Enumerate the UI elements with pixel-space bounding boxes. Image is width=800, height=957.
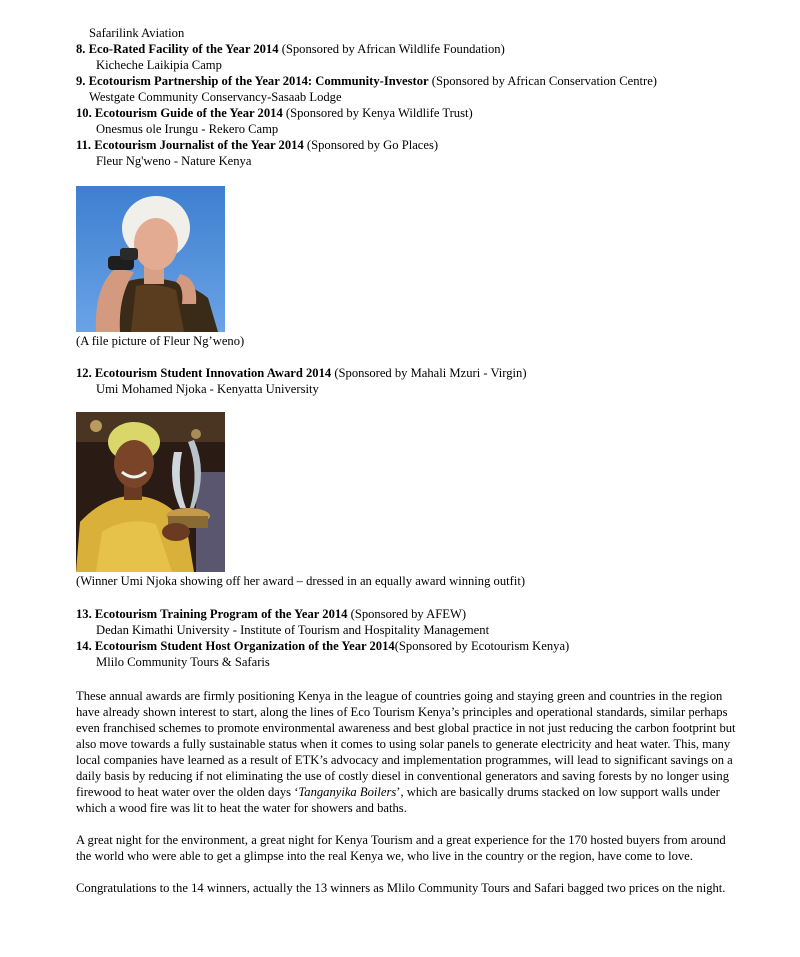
award-item-8 xyxy=(76,41,505,73)
award-winner: Dedan Kimathi University - Institute of Tourism and Hospitality Management xyxy=(96,623,490,637)
award-title: Ecotourism Student Innovation Award 2014 xyxy=(94,366,332,380)
award-winner: Kicheche Laikipia Camp xyxy=(96,58,222,72)
award-number: 11. xyxy=(76,138,92,152)
award-sponsor: (Sponsored by African Conservation Centre) xyxy=(431,74,658,88)
award-item-11 xyxy=(76,137,438,169)
photo-umi-njoka xyxy=(76,412,225,572)
award-winner: Onesmus ole Irungu - Rekero Camp xyxy=(96,122,279,136)
award-sponsor: (Sponsored by African Wildlife Foundation) xyxy=(281,42,505,56)
paragraph-text: ’, which are basically drums stacked on low support walls under which a wood fire was lit to heat the water for showers and baths. xyxy=(76,785,720,815)
photo-fleur-ngweno-image xyxy=(76,186,225,332)
award-sponsor: (Sponsored by Ecotourism Kenya) xyxy=(394,639,570,653)
award-item-14 xyxy=(76,638,569,670)
italic-term: Tanganyika Boilers xyxy=(298,785,397,799)
award-number: 14. xyxy=(76,639,92,653)
award-sponsor: (Sponsored by Mahali Mzuri - Virgin) xyxy=(334,366,527,380)
paragraph-text: These annual awards are firmly positioning Kenya in the league of countries going and staying green and countries in the region have already shown interest to start, along the lines of Eco Tourism Kenya’s principles and operational standards, similar perhaps even franchised schemes to promote environmental awareness and best global practice in not just reducing the carbon footprint but also move towards a fully sustainable status when it comes to using solar panels to generate electricity and heat water. This, many local companies have learned as a result of ETK’s advocacy and implementation programmes, will lead to significant savings on a daily basis by reducing if not eliminating the use of costly diesel in conventional generators and saving forests by no longer using firewood to heat water over the olden days ‘ xyxy=(76,689,736,799)
award-winner: Westgate Community Conservancy-Sasaab Lodge xyxy=(89,90,342,104)
body-paragraph-3: Congratulations to the 14 winners, actually the 13 winners as Mlilo Community Tours and Safari bagged two prices on the night. xyxy=(76,881,726,895)
award-item-13 xyxy=(76,606,489,638)
award-title: Ecotourism Student Host Organization of the Year 2014 xyxy=(94,639,395,653)
award-sponsor: (Sponsored by AFEW) xyxy=(350,607,467,621)
award-number: 8. xyxy=(76,42,86,56)
award-winner: Fleur Ng'weno - Nature Kenya xyxy=(96,154,252,168)
award-winner: Safarilink Aviation xyxy=(89,26,185,40)
photo-fleur-ngweno xyxy=(76,186,225,332)
award-item-7-winner xyxy=(76,25,184,41)
award-number: 9. xyxy=(76,74,86,88)
award-number: 10. xyxy=(76,106,92,120)
award-number: 12. xyxy=(76,366,92,380)
photo-caption: (Winner Umi Njoka showing off her award – dressed in an equally award winning outfit) xyxy=(76,574,526,588)
award-title: Ecotourism Partnership of the Year 2014: Community-Investor xyxy=(88,74,429,88)
award-title: Ecotourism Guide of the Year 2014 xyxy=(94,106,283,120)
award-title: Ecotourism Training Program of the Year 2014 xyxy=(94,607,348,621)
photo-umi-njoka-image xyxy=(76,412,225,572)
body-paragraph-1 xyxy=(76,688,736,816)
award-sponsor: (Sponsored by Go Places) xyxy=(306,138,439,152)
award-sponsor: (Sponsored by Kenya Wildlife Trust) xyxy=(285,106,473,120)
award-item-10 xyxy=(76,105,473,137)
award-item-12 xyxy=(76,365,527,397)
award-title: Ecotourism Journalist of the Year 2014 xyxy=(94,138,304,152)
award-winner: Mlilo Community Tours & Safaris xyxy=(96,655,270,669)
photo-caption: (A file picture of Fleur Ng’weno) xyxy=(76,334,245,348)
body-paragraph-2: A great night for the environment, a great night for Kenya Tourism and a great experience for the 170 hosted buyers from around the world who were able to get a glimpse into the real Kenya we, who live in the country or the region, have come to love. xyxy=(76,833,726,863)
award-winner: Umi Mohamed Njoka - Kenyatta University xyxy=(96,382,319,396)
award-title: Eco-Rated Facility of the Year 2014 xyxy=(88,42,279,56)
award-number: 13. xyxy=(76,607,92,621)
award-item-9 xyxy=(76,73,657,105)
